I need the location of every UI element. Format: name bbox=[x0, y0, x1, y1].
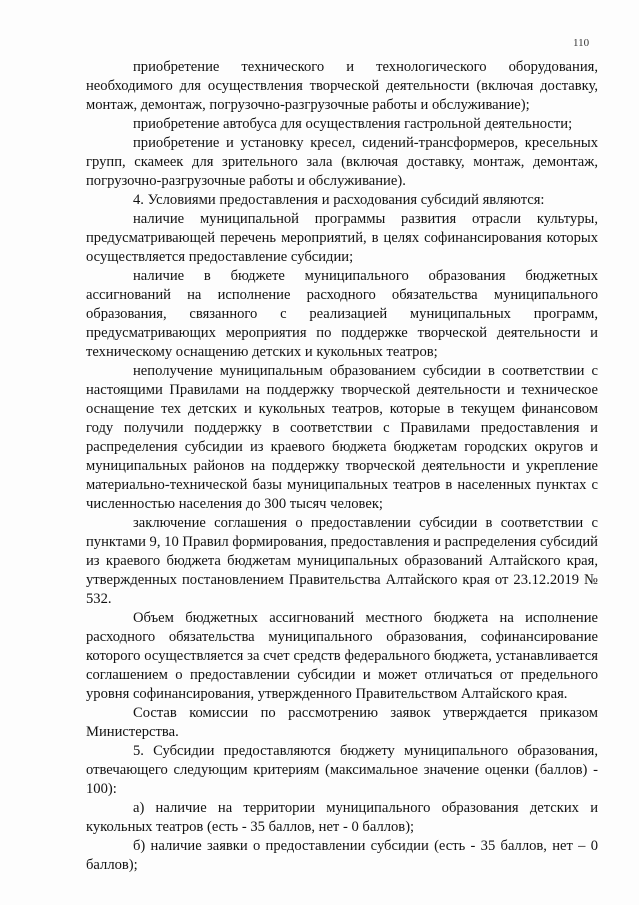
paragraph-commission: Состав комиссии по рассмотрению заявок утверждается приказом Министерства. bbox=[86, 705, 598, 740]
page-number: 110 bbox=[573, 37, 590, 49]
paragraph-criterion-b: б) наличие заявки о предоставлении субсидии (есть - 35 баллов, нет – 0 баллов); bbox=[86, 838, 598, 873]
paragraph-criterion-a: а) наличие на территории муниципального образования детских и кукольных театров (есть - 35 баллов, нет - 0 баллов); bbox=[86, 800, 598, 835]
paragraph-non-receipt: неполучение муниципальным образованием субсидии в соответствии с настоящими Правилами на поддержку творческой деятельности и техническое оснащение тех детских и кукольных театров, которые в текущем финансовом году получили поддержку в соответствии с Правилами предоставления и распределения субсидии из краевого бюджета бюджетам городских округов и муниципальных районов на поддержку творческой деятельности и укрепление материально-технической базы муниципальных театров в населенных пунктах с численностью населения до 300 тысяч человек; bbox=[86, 363, 598, 512]
paragraph-agreement: заключение соглашения о предоставлении субсидии в соответствии с пунктами 9, 10 Правил формирования, предоставления и распределения субсидий из краевого бюджета бюджетам муниципальных образований Алтайского края, утвержденных постановлением Правительства Алтайского края от 23.12.2019 № 532. bbox=[86, 515, 598, 607]
paragraph-bus: приобретение автобуса для осуществления гастрольной деятельности; bbox=[133, 116, 573, 132]
paragraph-budget-allocations: наличие в бюджете муниципального образования бюджетных ассигнований на исполнение расходного обязательства муниципального образования, связанного с реализацией муниципальных программ, предусматривающих мероприятия по поддержке творческой деятельности и техническому оснащению детских и кукольных театров; bbox=[86, 268, 598, 360]
paragraph-seats: приобретение и установку кресел, сидений-трансформеров, кресельных групп, скамеек для зрительного зала (включая доставку, монтаж, демонтаж, погрузочно-разгрузочные работы и обслуживание). bbox=[86, 135, 598, 189]
paragraph-budget-volume: Объем бюджетных ассигнований местного бюджета на исполнение расходного обязательства муниципального образования, софинансирование которого осуществляется за счет средств федерального бюджета, устанавливается соглашением о предоставлении субсидии и может отличаться от предельного уровня софинансирования, утвержденного Правительством Алтайского края. bbox=[86, 610, 598, 702]
paragraph-conditions-heading: 4. Условиями предоставления и расходования субсидий являются: bbox=[133, 192, 545, 208]
paragraph-equipment: приобретение технического и технологического оборудования, необходимого для осуществления творческой деятельности (включая доставку, монтаж, демонтаж, погрузочно-разгрузочные работы и обслуживание); bbox=[86, 59, 598, 113]
paragraph-municipal-program: наличие муниципальной программы развития отрасли культуры, предусматривающей перечень мероприятий, в целях софинансирования которых осуществляется предоставление субсидии; bbox=[86, 211, 598, 265]
document-body bbox=[86, 58, 598, 875]
paragraph-criteria-heading: 5. Субсидии предоставляются бюджету муниципального образования, отвечающего следующим критериям (максимальное значение оценки (баллов) - 100): bbox=[86, 743, 598, 797]
